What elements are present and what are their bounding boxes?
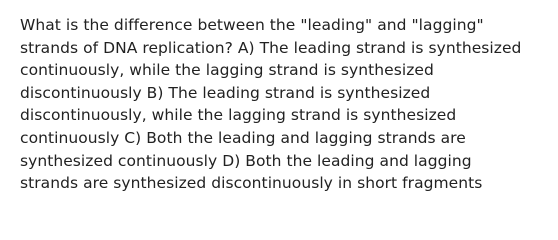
question-line: What is the difference between the "leading" and "lagging"	[20, 16, 484, 34]
question-line: continuously C) Both the leading and lagging strands are	[20, 128, 466, 147]
question-text	[20, 14, 538, 195]
question-line: continuously, while the lagging strand is synthesized	[20, 61, 434, 80]
question-line: discontinuously, while the lagging strand is synthesized	[20, 106, 457, 125]
question-line: discontinuously B) The leading strand is synthesized	[20, 83, 431, 102]
question-line: synthesized continuously D) Both the leading and lagging	[20, 151, 472, 170]
question-line: strands are synthesized discontinuously in short fragments	[20, 174, 483, 193]
question-line: strands of DNA replication? A) The leading strand is synthesized	[20, 38, 522, 57]
